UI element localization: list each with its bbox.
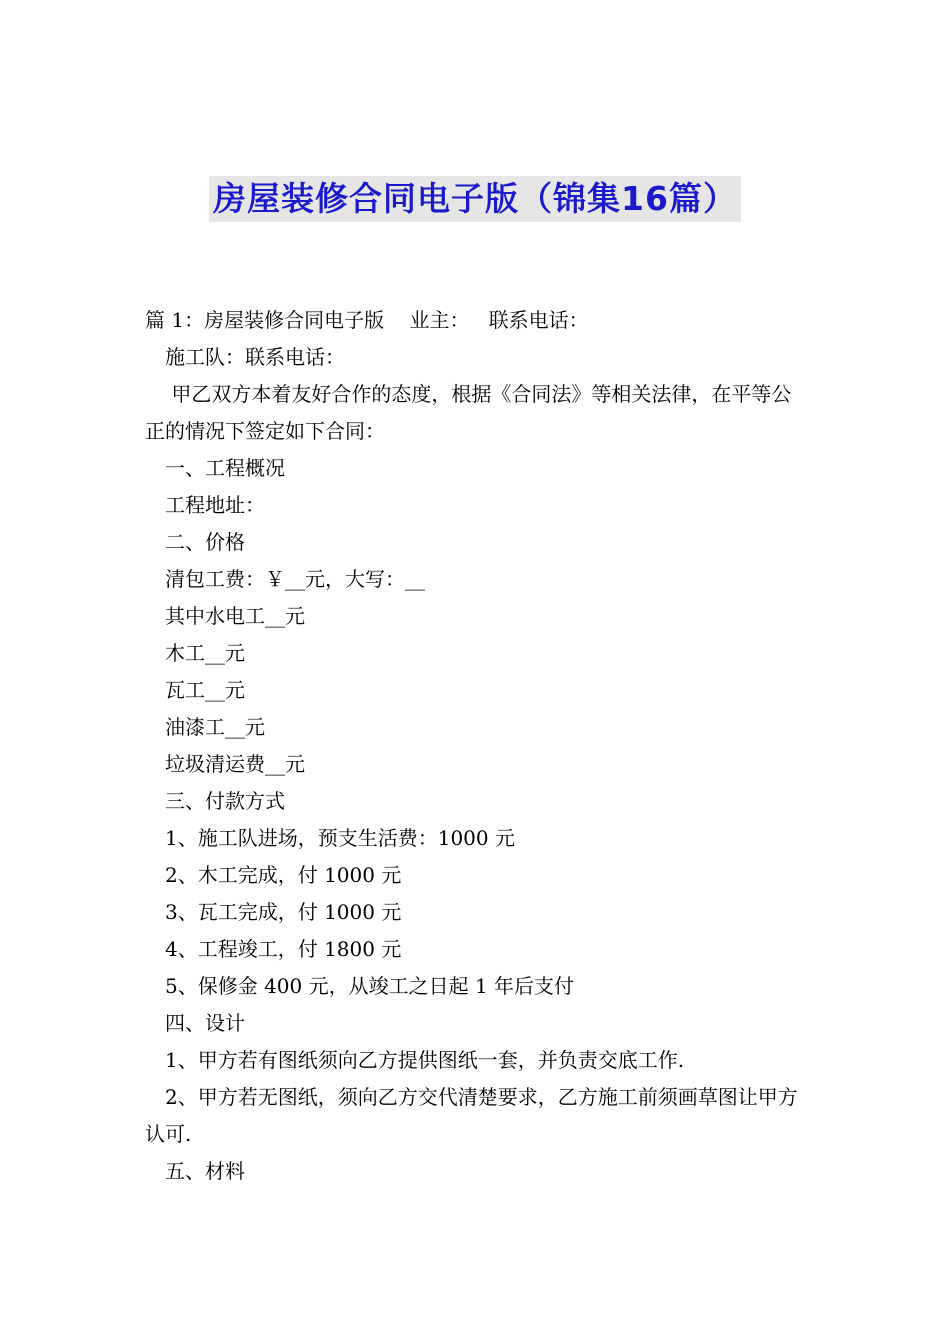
paragraph: 2、甲方若无图纸，须向乙方交代清楚要求，乙方施工前须画草图让甲方认可. xyxy=(145,1085,798,1146)
paragraph: 1、甲方若有图纸须向乙方提供图纸一套，并负责交底工作. xyxy=(165,1048,685,1072)
paragraph: 4、工程竣工，付 1800 元 xyxy=(165,937,402,961)
paragraph: 瓦工__元 xyxy=(165,678,245,702)
paragraph: 甲乙双方本着友好合作的态度，根据《合同法》等相关法律，在平等公正的情况下签定如下合同： xyxy=(145,382,792,443)
paragraph: 1、施工队进场，预支生活费：1000 元 xyxy=(165,826,515,850)
paragraph: 施工队：联系电话： xyxy=(165,345,345,369)
paragraph: 篇 1：房屋装修合同电子版 业主： 联系电话： xyxy=(145,308,589,332)
paragraph: 五、材料 xyxy=(165,1159,245,1183)
title-container xyxy=(0,176,950,222)
document-title: 房屋装修合同电子版（锦集16篇） xyxy=(209,176,741,222)
paragraph: 垃圾清运费__元 xyxy=(165,752,305,776)
paragraph: 工程地址： xyxy=(165,493,265,517)
paragraph: 一、工程概况 xyxy=(165,456,285,480)
paragraph: 四、设计 xyxy=(165,1011,245,1035)
paragraph: 3、瓦工完成，付 1000 元 xyxy=(165,900,402,924)
paragraph: 木工__元 xyxy=(165,641,245,665)
paragraph: 二、价格 xyxy=(165,530,245,554)
paragraph: 其中水电工__元 xyxy=(165,604,305,628)
paragraph: 油漆工__元 xyxy=(165,715,265,739)
paragraph: 三、付款方式 xyxy=(165,789,285,813)
document-body xyxy=(145,302,810,1190)
paragraph: 清包工费：￥__元，大写：__ xyxy=(165,567,425,591)
paragraph: 5、保修金 400 元，从竣工之日起 1 年后支付 xyxy=(165,974,575,998)
paragraph: 2、木工完成，付 1000 元 xyxy=(165,863,402,887)
